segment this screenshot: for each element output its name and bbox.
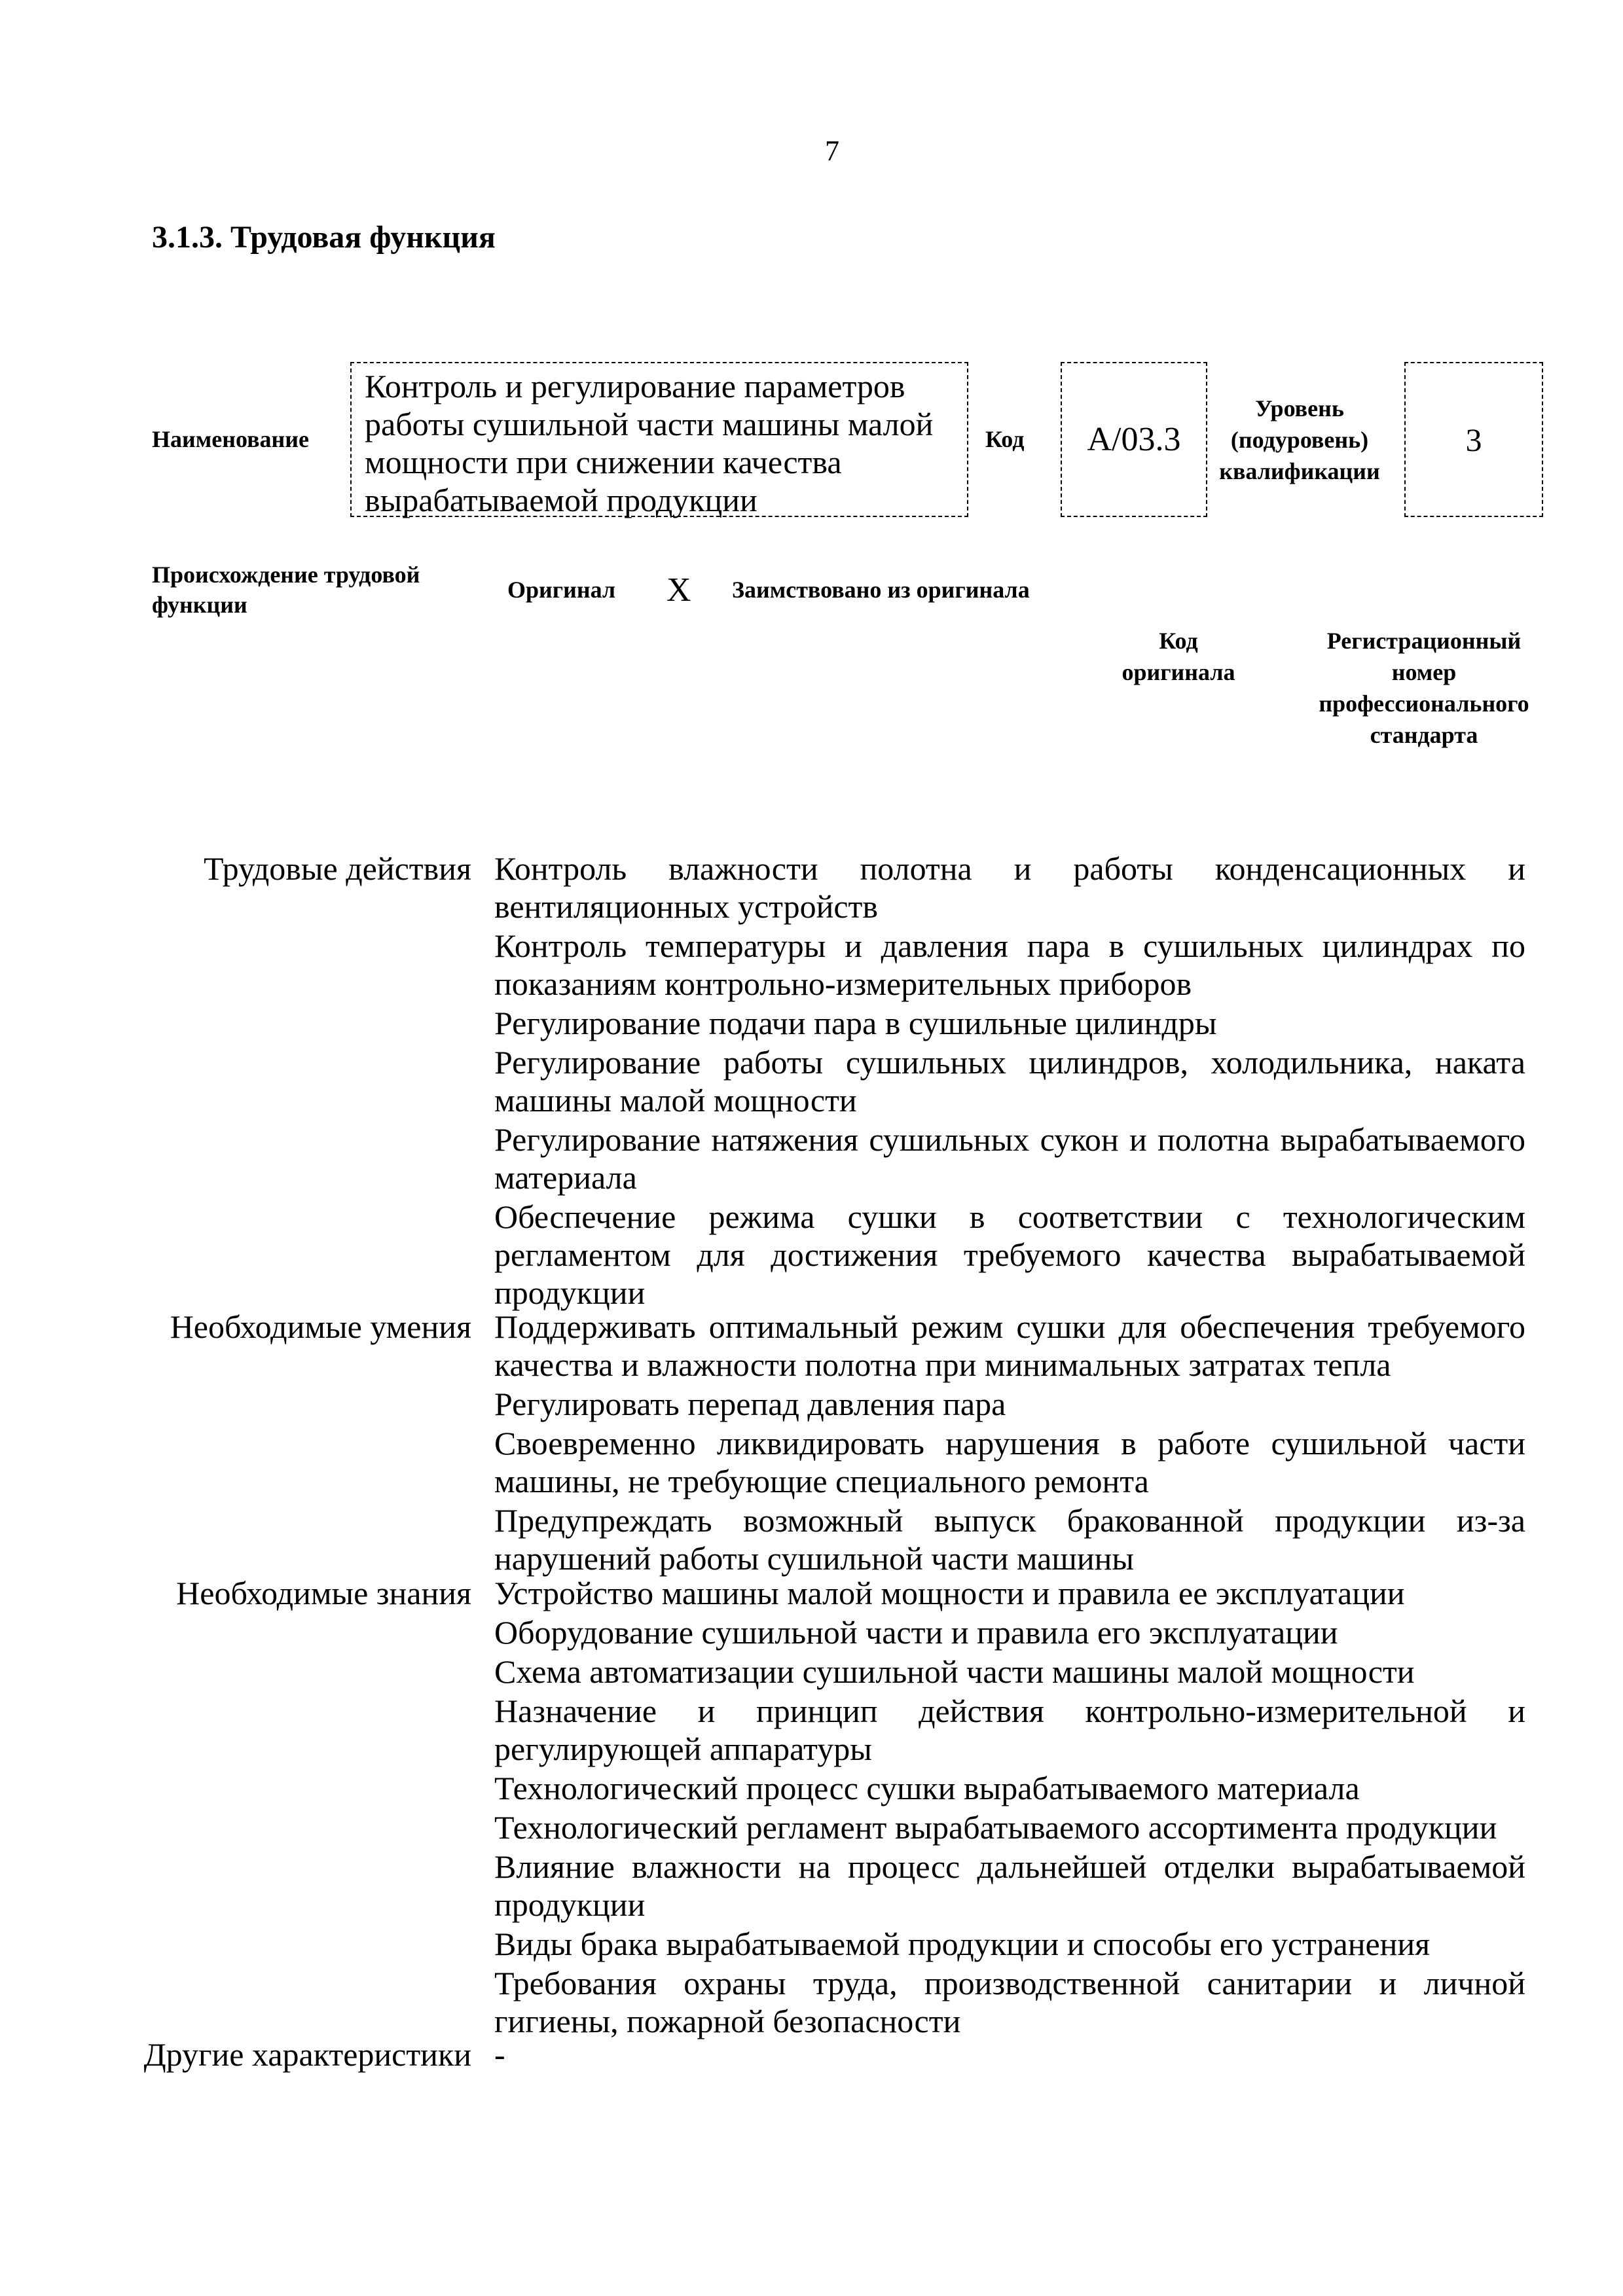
list-item: Оборудование сушильной части и правила его эксплуатации — [494, 1614, 1338, 1651]
list-item: Своевременно ликвидировать нарушения в работе сушильной части машины, не требующие специального ремонта — [494, 1425, 1525, 1499]
skills-label: Необходимые умения — [170, 1308, 471, 1345]
list-item: Регулирование подачи пара в сушильные цилиндры — [494, 1005, 1217, 1041]
section-title: 3.1.3. Трудовая функция — [152, 220, 496, 255]
name-label: Наименование — [152, 426, 309, 452]
code-value: A/03.3 — [1061, 362, 1207, 517]
list-item: Регулирование натяжения сушильных сукон и полотна вырабатываемого материала — [494, 1121, 1525, 1196]
other-label: Другие характеристики — [143, 2036, 471, 2073]
list-item: Назначение и принцип действия контрольно-измерительной и регулирующей аппаратуры — [494, 1693, 1525, 1767]
original-mark: X — [666, 571, 691, 609]
list-item: Устройство машины малой мощности и правила ее эксплуатации — [494, 1575, 1405, 1611]
borrowed-label: Заимствовано из оригинала — [732, 577, 1030, 603]
list-item: Предупреждать возможный выпуск бракованной продукции из-за нарушений работы сушильной части машины — [494, 1502, 1525, 1577]
skills-list — [494, 1308, 1525, 1579]
list-item: Контроль температуры и давления пара в сушильных цилиндрах по показаниям контрольно-измерительных приборов — [494, 927, 1525, 1002]
list-item: Технологический регламент вырабатываемого ассортимента продукции — [494, 1809, 1497, 1846]
level-label: Уровень (подуровень) квалификации — [1219, 395, 1380, 484]
list-item: Технологический процесс сушки вырабатываемого материала — [494, 1770, 1360, 1806]
knowledge-list — [494, 1574, 1525, 2041]
list-item: Требования охраны труда, производственной санитарии и личной гигиены, пожарной безопасности — [494, 1965, 1525, 2039]
list-item: Регулирование работы сушильных цилиндров, холодильника, наката машины малой мощности — [494, 1044, 1525, 1119]
level-value: 3 — [1404, 362, 1543, 517]
list-item: Схема автоматизации сушильной части машины малой мощности — [494, 1653, 1415, 1690]
name-value: Контроль и регулирование параметров работы сушильной части машины малой мощности при снижении качества вырабатываемой продукции — [365, 368, 934, 518]
knowledge-label: Необходимые знания — [176, 1575, 471, 1611]
list-item: Регулировать перепад давления пара — [494, 1386, 1006, 1422]
actions-label: Трудовые действия — [204, 850, 471, 887]
other-dash: - — [494, 2036, 505, 2073]
name-box — [350, 362, 968, 517]
code-label: Код — [985, 426, 1025, 452]
list-item: Виды брака вырабатываемой продукции и способы его устранения — [494, 1926, 1431, 1962]
page-number: 7 — [825, 135, 839, 167]
list-item: Поддерживать оптимальный режим сушки для обеспечения требуемого качества и влажности полотна при минимальных затратах тепла — [494, 1308, 1525, 1383]
reg-number-label: Регистрационный номер профессионального стандарта — [1319, 628, 1529, 748]
original-code-label: Код оригинала — [1122, 628, 1235, 685]
list-item: Влияние влажности на процесс дальнейшей отделки вырабатываемой продукции — [494, 1848, 1525, 1923]
original-label: Оригинал — [507, 577, 616, 603]
actions-list — [494, 850, 1525, 1313]
origin-label: Происхождение трудовой функции — [152, 562, 420, 618]
list-item: Контроль влажности полотна и работы конденсационных и вентиляционных устройств — [494, 850, 1525, 925]
other-value — [494, 2036, 1525, 2073]
list-item: Обеспечение режима сушки в соответствии с технологическим регламентом для достижения требуемого качества вырабатываемой продукции — [494, 1198, 1525, 1311]
